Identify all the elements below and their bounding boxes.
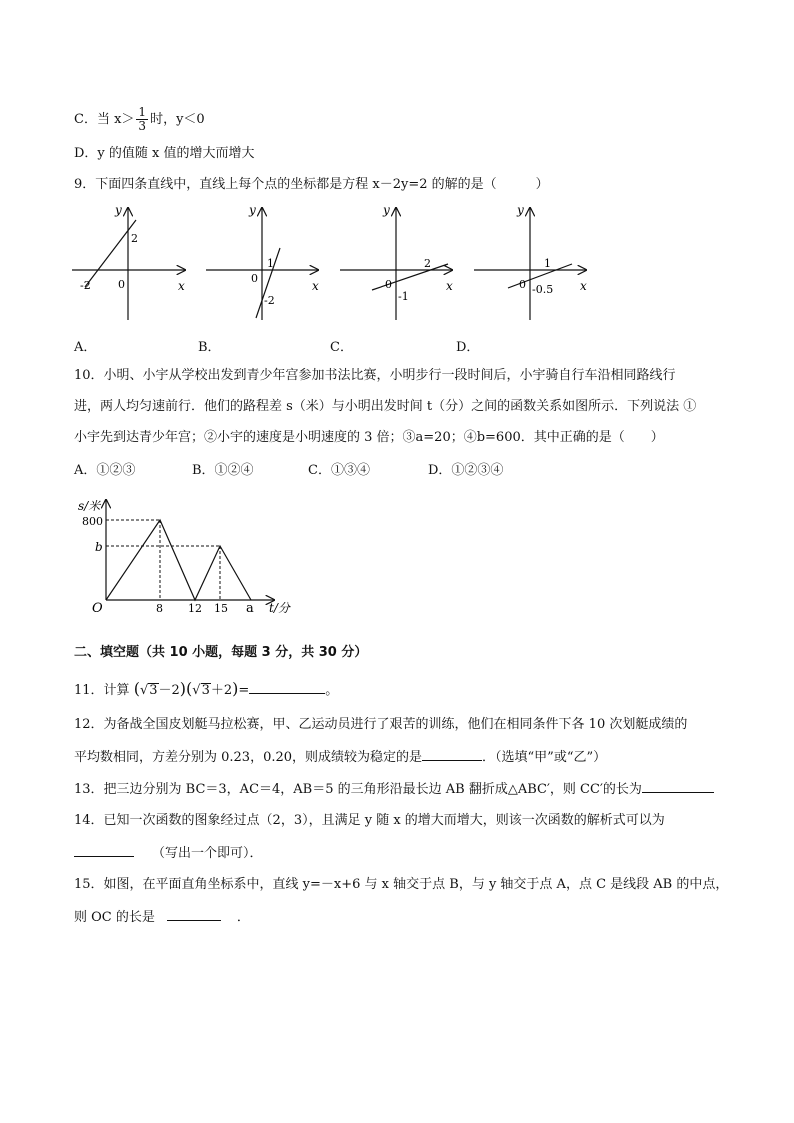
q9-option-d: D． [456, 340, 480, 355]
q12-line-1: 12．为备战全国皮划艇马拉松赛，甲、乙运动员进行了艰苦的训练，他们在相同条件下各 10 次划艇成绩的 [74, 717, 688, 732]
graph-a-origin: 0 [118, 278, 125, 291]
graph-a [72, 203, 185, 320]
graph-d-origin: 0 [519, 278, 526, 291]
q15-line-1: 15．如图，在平面直角坐标系中，直线 y=－x+6 与 x 轴交于点 B，与 y 轴交于点 A，点 C 是线段 AB 的中点， [74, 877, 729, 892]
q14-line-2: （写出一个即可）． [74, 844, 263, 863]
fraction: $\frac{1}{3}$ [138, 105, 147, 133]
sqrt-symbol: √ [139, 683, 149, 698]
q14-line-1: 14．已知一次函数的图象经过点（2，3），且满足 y 随 x 的增大而增大，则该一次函数的解析式可以为 [74, 813, 665, 828]
q10-option-d: D．①②③④ [428, 463, 504, 478]
q13: 13．把三边分别为 BC＝3，AC＝4，AB＝5 的三角形沿最长边 AB 翻折成△ABC′，则 CC′的长为 [74, 780, 714, 799]
q10-option-c: C．①③④ [308, 463, 370, 478]
graph-c-label-1: 2 [424, 257, 431, 270]
q10-option-b: B．①②④ [192, 463, 254, 478]
graph-a-y: y [115, 203, 122, 217]
graph-d-label-1: 1 [544, 257, 551, 270]
q10-graph-xtick-15: 15 [214, 602, 228, 615]
graph-b [206, 203, 319, 320]
q12-line-2: 平均数相同，方差分别为 0.23，0.20，则成绩较为稳定的是 ．（选填“甲”或“乙”） [74, 750, 607, 765]
q10-graph-xlabel: t/分 [269, 601, 290, 615]
q10-graph-ytick-800: 800 [82, 515, 103, 528]
q10-line-1: 10．小明、小宇从学校出发到青少年宫参加书法比赛，小明步行一段时间后，小宇骑自行车沿相同路线行 [74, 368, 676, 383]
q15-line-2: 则 OC 的长是 ． [74, 910, 250, 925]
q10-line-3: 小宇先到达青少年宫；②小宇的速度是小明速度的 3 倍；③a=20；④b=600．其中正确的是（ ） [74, 430, 664, 445]
q10-graph-origin: O [92, 601, 103, 616]
answer-blank[interactable] [249, 681, 325, 694]
q9-stem: 9．下面四条直线中，直线上每个点的坐标都是方程 x－2y=2 的解的是（ ） [74, 177, 549, 192]
graph-c [340, 203, 453, 320]
graph-b-label-2: -2 [264, 294, 275, 307]
q10-graph [74, 494, 304, 622]
graph-d-label-2: -0.5 [532, 283, 554, 296]
graph-c-y: y [383, 203, 390, 217]
q10-graph-ylabel: s/米 [78, 499, 101, 513]
graph-b-origin: 0 [251, 272, 258, 285]
graph-d [474, 203, 587, 320]
answer-blank[interactable] [167, 908, 221, 921]
graph-b-x: x [312, 279, 319, 293]
graph-a-label-2: -2 [80, 279, 91, 292]
q9-graphs [60, 200, 600, 330]
q10-line-2: 进，两人均匀速前行．他们的路程差 s（米）与小明出发时间 t（分）之间的函数关系如图所示．下列说法 ① [74, 399, 697, 414]
q10-graph-xtick-12: 12 [188, 602, 202, 615]
q9-option-b: B． [198, 340, 221, 355]
graph-b-label-1: 1 [267, 257, 274, 270]
q9-option-c: C． [330, 340, 353, 355]
answer-blank[interactable] [74, 844, 134, 857]
graph-d-x: x [580, 279, 587, 293]
graph-a-x: x [178, 279, 185, 293]
q8-option-d: D．y 的值随 x 值的增大而增大 [74, 146, 255, 161]
answer-blank[interactable] [642, 780, 714, 793]
sqrt-symbol: √ [192, 683, 201, 698]
graph-c-origin: 0 [385, 278, 392, 291]
q10-option-a: A．①②③ [74, 463, 136, 478]
q10-graph-ytick-b: b [95, 540, 103, 554]
q9-option-a: A． [74, 340, 97, 355]
graph-c-x: x [446, 279, 453, 293]
q10-graph-xtick-8: 8 [156, 602, 163, 615]
graph-d-y: y [517, 203, 524, 217]
graph-c-label-2: -1 [398, 290, 409, 303]
q11: 11．计算 (√3－2)(√3＋2)= 。 [74, 679, 339, 698]
q10-graph-xtick-a: a [246, 601, 254, 616]
graph-a-label-1: 2 [131, 232, 138, 245]
section-2-title: 二、填空题（共 10 小题，每题 3 分，共 30 分） [74, 645, 368, 660]
graph-b-y: y [249, 203, 256, 217]
q8-option-c: C．当 x＞ $\frac{1}{3}$ 时，y＜0 [74, 105, 205, 133]
answer-blank[interactable] [422, 748, 482, 761]
